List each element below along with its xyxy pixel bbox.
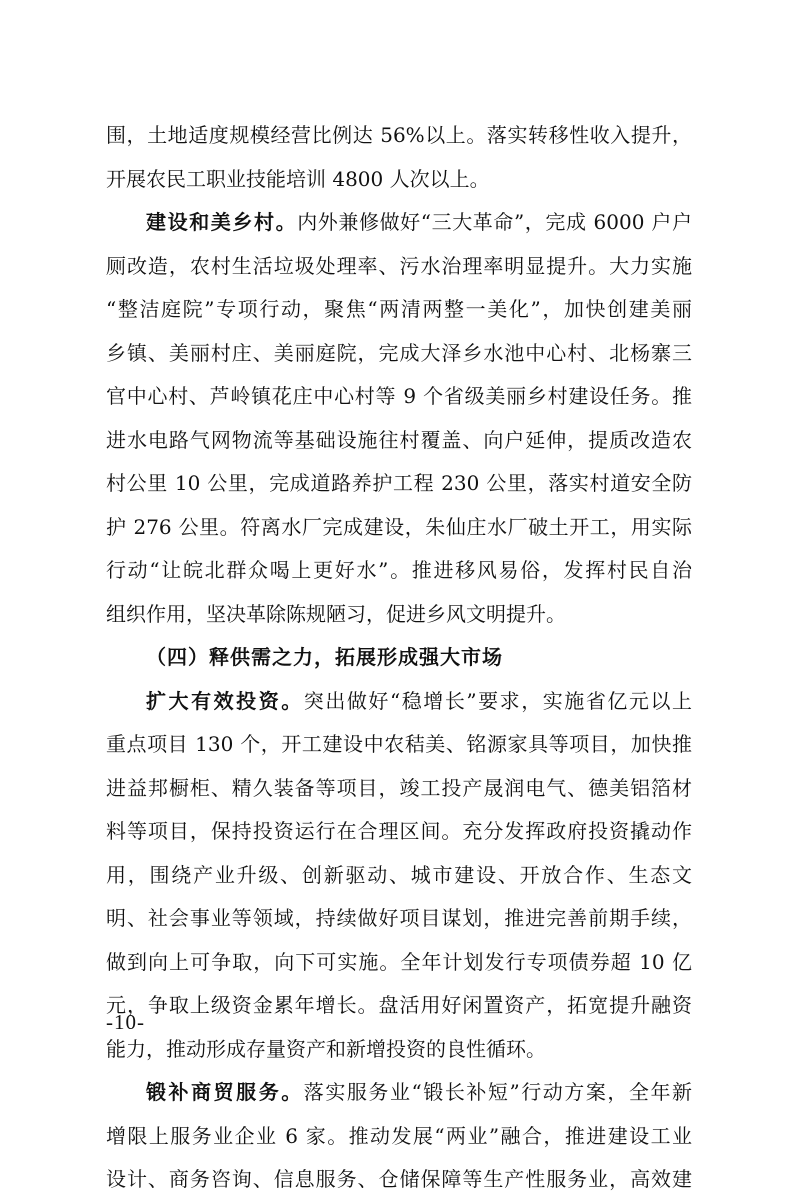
text-line: 能力，推动形成存量资产和新增投资的良性循环。 (106, 1036, 546, 1061)
text-line: 做到向上可争取，向下可实施。全年计划发行专项债券超 10 亿 (106, 949, 692, 974)
page-number: -10- (106, 1010, 145, 1034)
text-line: 重点项目 130 个，开工建设中农秸美、铭源家具等项目，加快推 (106, 732, 692, 756)
text-line: 料等项目，保持投资运行在合理区间。充分发挥政府投资撬动作 (106, 819, 692, 843)
section-heading: （四）释供需之力，拓展形成强大市场 (146, 645, 503, 669)
text-line: 厕改造，农村生活垃圾处理率、污水治理率明显提升。大力实施 (106, 253, 692, 278)
text-line: 元，争取上级资金累年增长。盘活用好闲置资产，拓宽提升融资 (106, 993, 692, 1017)
text-line: 开展农民工职业技能培训 4800 人次以上。 (106, 166, 490, 191)
paragraph-first-line (106, 201, 692, 245)
body-text (106, 114, 692, 1202)
text-line: 护 276 公里。符离水厂完成建设，朱仙庄水厂破土开工，用实际 (106, 514, 692, 539)
text-line: 村公里 10 公里，完成道路养护工程 230 公里，落实村道安全防 (106, 471, 692, 495)
paragraph-lead-heading: 扩大有效投资。 (146, 688, 304, 713)
text-line: 用，围绕产业升级、创新驱动、城市建设、开放合作、生态文 (106, 862, 692, 887)
text-line: 明、社会事业等领域，持续做好项目谋划，推进完善前期手续， (106, 906, 692, 930)
text-line: 增限上服务业企业 6 家。推动发展“两业”融合，推进建设工业 (106, 1123, 692, 1148)
text-line: 乡镇、美丽村庄、美丽庭院，完成大泽乡水池中心村、北杨寨三 (106, 340, 692, 365)
text-line: 进水电路气网物流等基础设施往村覆盖、向户延伸，提质改造农 (106, 427, 692, 452)
paragraph-text: 突出做好“稳增长”要求，实施省亿元以上 (303, 688, 692, 713)
text-line: 行动“让皖北群众喝上更好水”。推进移风易俗，发挥村民自治 (106, 558, 692, 582)
paragraph-text: 内外兼修做好“三大革命”，完成 6000 户户 (297, 210, 692, 234)
paragraph-text: 落实服务业“锻长补短”行动方案，全年新 (303, 1080, 692, 1104)
text-line: 官中心村、芦岭镇花庄中心村等 9 个省级美丽乡村建设任务。推 (106, 384, 692, 408)
paragraph-lead-heading: 锻补商贸服务。 (146, 1080, 304, 1104)
paragraph-first-line (106, 1071, 692, 1115)
text-line: 设计、商务咨询、信息服务、仓储保障等生产性服务业，高效建 (106, 1167, 692, 1191)
paragraph-first-line (106, 680, 692, 724)
text-line: “整洁庭院”专项行动，聚焦“两清两整一美化”，加快创建美丽 (106, 297, 692, 321)
text-line: 组织作用，坚决革除陈规陋习，促进乡风文明提升。 (106, 601, 566, 626)
paragraph-lead-heading: 建设和美乡村。 (146, 210, 298, 234)
text-line: 围，土地适度规模经营比例达 56%以上。落实转移性收入提升， (106, 123, 692, 147)
text-line: 进益邦橱柜、精久装备等项目，竣工投产晟润电气、德美铝箔材 (106, 775, 692, 800)
